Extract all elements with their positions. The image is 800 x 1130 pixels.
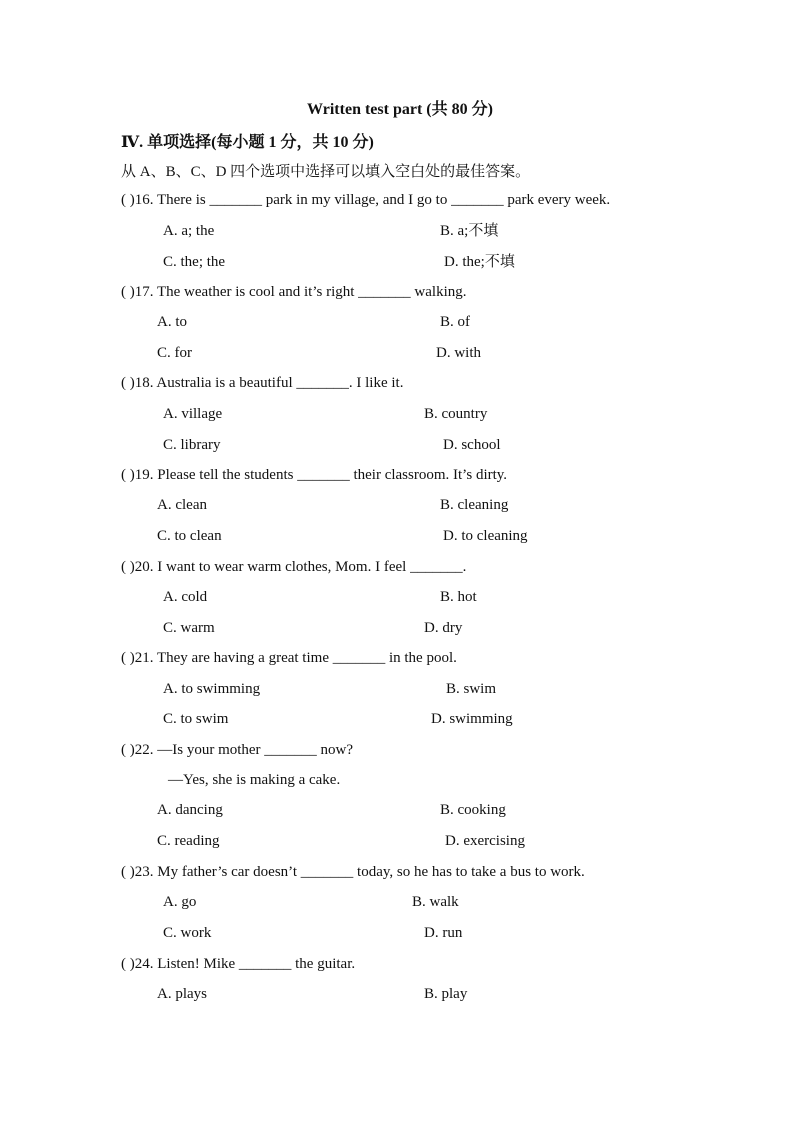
question-18-option-d: D. school — [443, 437, 501, 453]
question-19-option-b: B. cleaning — [440, 497, 509, 513]
question-17-option-c: C. for — [157, 345, 192, 361]
question-23-option-c: C. work — [163, 925, 212, 941]
question-22-option-d: D. exercising — [445, 833, 525, 849]
question-19-option-a: A. clean — [157, 497, 207, 513]
question-17-option-a: A. to — [157, 314, 187, 330]
question-24-option-b: B. play — [424, 986, 468, 1002]
question-17-option-d: D. with — [436, 345, 481, 361]
question-19-stem: ( )19. Please tell the students _______ their classroom. It’s dirty. — [121, 467, 508, 483]
question-18-option-c: C. library — [163, 437, 221, 453]
question-22-stem: ( )22. —Is your mother _______ now? — [121, 742, 354, 758]
question-20-stem: ( )20. I want to wear warm clothes, Mom. I feel _______. — [121, 559, 467, 575]
question-21-stem: ( )21. They are having a great time _______ in the pool. — [121, 650, 457, 666]
question-19-option-c: C. to clean — [157, 528, 222, 544]
question-22-option-b: B. cooking — [440, 802, 506, 818]
question-23-option-d: D. run — [424, 925, 463, 941]
question-16-option-d: D. the;不填 — [444, 254, 515, 270]
question-21-option-c: C. to swim — [163, 711, 229, 727]
question-18-stem: ( )18. Australia is a beautiful _______. I like it. — [121, 375, 404, 391]
question-16-option-b: B. a;不填 — [440, 223, 499, 239]
question-22-stem-response: —Yes, she is making a cake. — [168, 772, 341, 788]
question-17-option-b: B. of — [440, 314, 470, 330]
question-24-option-a: A. plays — [157, 986, 207, 1002]
section-instruction: 从 A、B、C、D 四个选项中选择可以填入空白处的最佳答案。 — [121, 164, 531, 180]
question-23-stem: ( )23. My father’s car doesn’t _______ today, so he has to take a bus to work. — [121, 864, 585, 880]
question-20-option-a: A. cold — [163, 589, 208, 605]
section-heading: Ⅳ. 单项选择(每小题 1 分，共 10 分) — [121, 134, 374, 151]
question-21-option-a: A. to swimming — [163, 681, 261, 697]
question-21-option-b: B. swim — [446, 681, 497, 697]
question-17-stem: ( )17. The weather is cool and it’s right _______ walking. — [121, 284, 467, 300]
question-22-option-a: A. dancing — [157, 802, 223, 818]
question-20-option-d: D. dry — [424, 620, 463, 636]
question-21-option-d: D. swimming — [431, 711, 513, 727]
question-20-option-c: C. warm — [163, 620, 215, 636]
question-20-option-b: B. hot — [440, 589, 477, 605]
question-22-option-c: C. reading — [157, 833, 220, 849]
question-16-option-a: A. a; the — [163, 223, 215, 239]
page-title: Written test part (共 80 分) — [307, 101, 493, 118]
question-23-option-b: B. walk — [412, 894, 459, 910]
question-16-option-c: C. the; the — [163, 254, 226, 270]
question-24-stem: ( )24. Listen! Mike _______ the guitar. — [121, 956, 356, 972]
question-18-option-b: B. country — [424, 406, 488, 422]
question-19-option-d: D. to cleaning — [443, 528, 528, 544]
question-23-option-a: A. go — [163, 894, 197, 910]
question-18-option-a: A. village — [163, 406, 223, 422]
question-16-stem: ( )16. There is _______ park in my village, and I go to _______ park every week. — [121, 192, 611, 208]
